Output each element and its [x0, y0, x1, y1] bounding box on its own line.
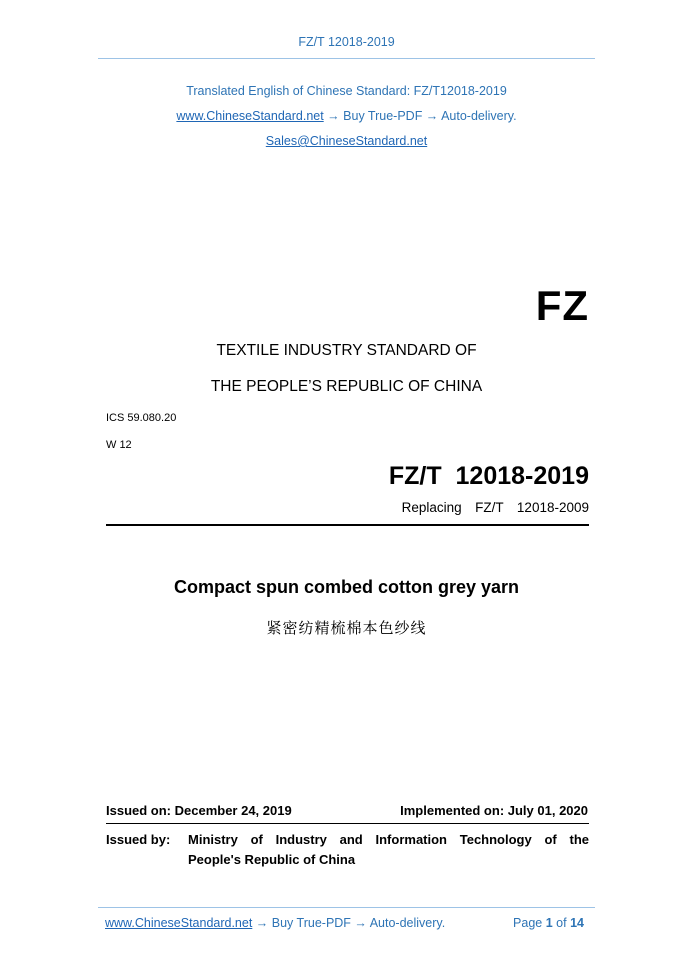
page-indicator [513, 916, 584, 930]
of-word: of [556, 916, 567, 930]
standard-number: FZ/T 12018-2019 [388, 462, 589, 490]
fz-logo: FZ [535, 282, 589, 329]
page-total: 14 [570, 916, 584, 930]
ics-code: ICS 59.080.20 [106, 412, 177, 424]
implemented-on-date: Implemented on: July 01, 2020 [400, 803, 588, 818]
issued-by-label: Issued by: [106, 832, 171, 847]
website-link[interactable]: www.ChineseStandard.net [176, 109, 324, 123]
page-header-code: FZ/T 12018-2019 [298, 35, 395, 49]
standard-org-line2: THE PEOPLE’S REPUBLIC OF CHINA [210, 378, 483, 395]
issuer-line2: People's Republic of China [188, 852, 356, 867]
footer-purchase-text: → Buy True-PDF → Auto-delivery. [252, 916, 446, 930]
footer-divider [98, 907, 595, 908]
translation-notice: Translated English of Chinese Standard: FZ/T12018-2019 [186, 84, 507, 98]
title-chinese: 紧密纺精梳棉本色纱线 [266, 619, 427, 637]
header-divider [98, 58, 595, 59]
standard-org-line1: TEXTILE INDUSTRY STANDARD OF [216, 342, 477, 359]
issuer-line1: Ministry of Industry and Information Technology of the [188, 832, 589, 847]
footer-purchase-line [105, 916, 445, 930]
page-word: Page [513, 916, 543, 930]
replacing-standard: Replacing FZ/T 12018-2009 [401, 500, 589, 515]
email-line [0, 134, 693, 148]
page-number: 1 [545, 916, 553, 930]
issued-on-date: Issued on: December 24, 2019 [106, 803, 292, 818]
sales-email-link[interactable]: Sales@ChineseStandard.net [265, 134, 428, 148]
footer-website-link[interactable]: www.ChineseStandard.net [105, 916, 253, 930]
dates-divider [106, 823, 589, 824]
issuer-block [106, 830, 589, 870]
title-english: Compact spun combed cotton grey yarn [173, 577, 520, 597]
number-divider [106, 524, 589, 526]
purchase-text: → Buy True-PDF → Auto-delivery. [323, 109, 517, 123]
w-code: W 12 [106, 439, 132, 451]
purchase-line [0, 109, 693, 123]
